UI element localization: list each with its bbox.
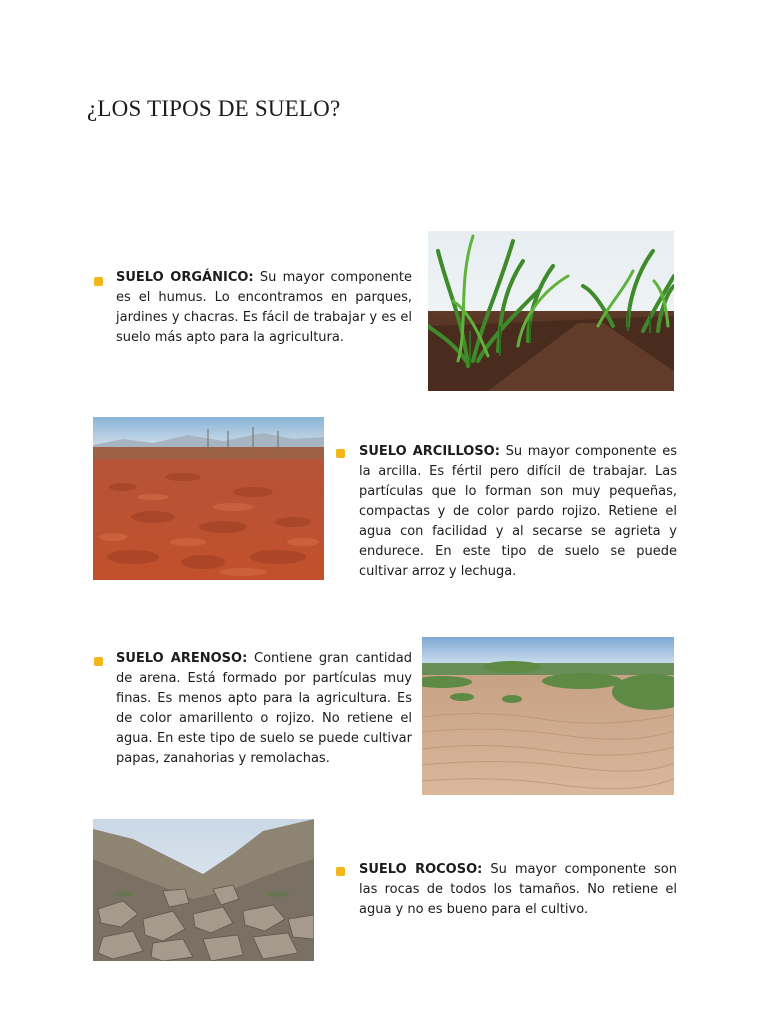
corn-field-photo xyxy=(428,231,674,391)
bullet-icon xyxy=(94,657,103,666)
section-label: SUELO ARENOSO: xyxy=(116,651,248,666)
bullet-icon xyxy=(336,449,345,458)
bullet-icon xyxy=(94,277,103,286)
section-text xyxy=(116,268,412,348)
section-body: Su mayor componente es el humus. Lo encontramos en parques, jardines y chacras. Es fácil de trabajar y es el suelo más apto para la agricultura. xyxy=(116,270,412,345)
rocky-valley-photo xyxy=(93,819,314,961)
page-title: ¿LOS TIPOS DE SUELO? xyxy=(87,96,341,121)
section-text xyxy=(359,442,677,582)
section-text xyxy=(116,649,412,769)
section-body: Su mayor componente es la arcilla. Es fértil pero difícil de trabajar. Las partículas que lo forman son muy pequeñas, compactas y de color pardo rojizo. Retiene el agua con facilidad y al secarse se agrieta y endurece. En este tipo de suelo se puede cultivar arroz y lechuga. xyxy=(359,444,677,579)
section-text xyxy=(359,860,677,920)
section-label: SUELO ROCOSO: xyxy=(359,862,483,877)
section-body: Contiene gran cantidad de arena. Está formado por partículas muy finas. Es menos apto para la agricultura. Es de color amarillento o rojizo. No retiene el agua. En este tipo de suelo se puede cultivar papas, zanahorias y remolachas. xyxy=(116,651,412,766)
sandy-ground-photo xyxy=(422,637,674,795)
section-label: SUELO ORGÁNICO: xyxy=(116,270,254,285)
red-clay-field-photo xyxy=(93,417,324,580)
section-body: Su mayor componente son las rocas de todos los tamaños. No retiene el agua y no es bueno para el cultivo. xyxy=(359,862,677,917)
section-label: SUELO ARCILLOSO: xyxy=(359,444,500,459)
bullet-icon xyxy=(336,867,345,876)
